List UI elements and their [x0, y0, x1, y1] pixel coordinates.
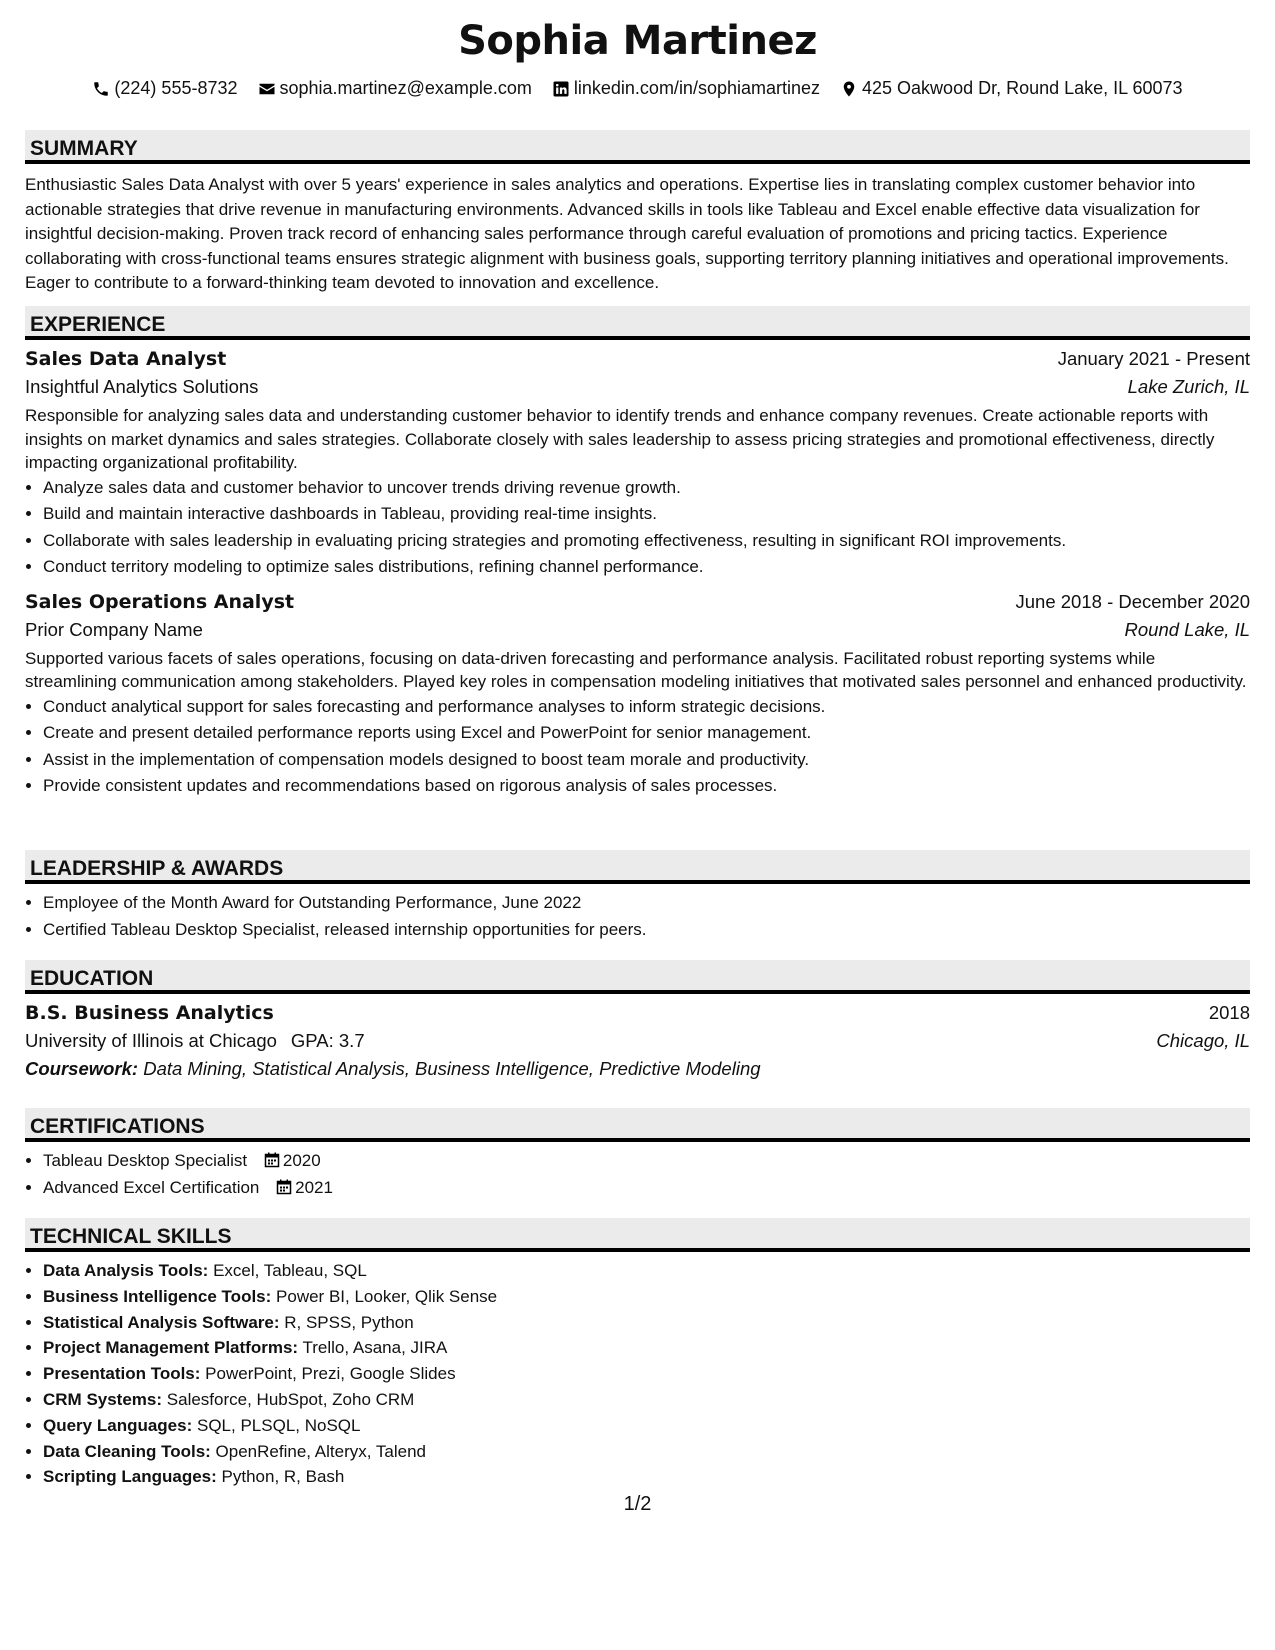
list-item — [43, 1387, 1250, 1413]
school-row — [25, 1030, 1250, 1052]
summary-section — [25, 130, 1250, 296]
contact-address — [840, 78, 1183, 99]
graduation-year: 2018 — [1208, 1002, 1250, 1023]
list-item: • Collaborate with sales leadership in evaluating pricing strategies and promoting effectiveness, resulting in significant ROI improvements. — [43, 528, 1250, 555]
certifications-list — [25, 1148, 1250, 1201]
skill-label: Statistical Analysis Software: — [43, 1312, 280, 1332]
job-company-row — [25, 376, 1250, 398]
gpa: GPA: 3.7 — [290, 1030, 365, 1051]
job-entry — [25, 348, 1250, 581]
coursework-text: Data Mining, Statistical Analysis, Business Intelligence, Predictive Modeling — [143, 1058, 761, 1079]
email-text: sophia.martinez@example.com — [279, 78, 532, 98]
envelope-icon — [258, 80, 276, 98]
skill-value: Python, R, Bash — [221, 1467, 345, 1487]
list-item — [43, 1284, 1250, 1310]
skills-section — [25, 1218, 1250, 1490]
skill-label: Data Analysis Tools: — [43, 1261, 209, 1280]
job-dates: June 2018 - December 2020 — [1015, 590, 1250, 612]
coursework-line — [25, 1058, 1250, 1080]
list-item — [43, 1310, 1250, 1336]
list-item — [43, 1464, 1250, 1490]
skill-value: SQL, PLSQL, NoSQL — [197, 1415, 361, 1435]
phone-text: (224) 555-8732 — [114, 78, 238, 98]
list-item — [43, 1439, 1250, 1465]
contact-phone[interactable] — [92, 78, 237, 99]
page-number: 1/2 — [623, 1493, 652, 1515]
certifications-section — [25, 1108, 1250, 1201]
awards-section — [25, 850, 1250, 943]
candidate-name: Sophia Martinez — [458, 18, 817, 64]
job-dates: January 2021 - Present — [1057, 348, 1250, 369]
skill-value: OpenRefine, Alteryx, Talend — [215, 1441, 426, 1461]
linkedin-icon — [552, 80, 570, 98]
list-item: • Assist in the implementation of compensation models designed to boost team morale and productivity. — [43, 747, 1250, 774]
certification-year: 2021 — [295, 1177, 333, 1197]
list-item — [43, 1175, 1250, 1202]
skills-list — [25, 1258, 1250, 1490]
job-header-row — [25, 348, 1250, 370]
school-location: Chicago, IL — [1156, 1030, 1250, 1051]
skill-label: Scripting Languages: — [43, 1467, 217, 1487]
job-description: Supported various facets of sales operations, focusing on data-driven forecasting and performance analysis. Facilitated robust reporting systems while streamlining communication among stakeholders. Played key roles in compensation modeling initiatives that motivated sales personnel and enhanced productivity. — [25, 648, 1247, 691]
list-item — [43, 1361, 1250, 1387]
job-company: Insightful Analytics Solutions — [25, 376, 259, 397]
list-item: • Provide consistent updates and recommendations based on rigorous analysis of sales processes. — [43, 773, 1250, 800]
job-location: Lake Zurich, IL — [1127, 376, 1250, 397]
section-heading-awards: LEADERSHIP & AWARDS — [25, 850, 1250, 884]
list-item: • Build and maintain interactive dashboards in Tableau, providing real-time insights. — [43, 501, 1250, 528]
contact-email[interactable] — [258, 78, 532, 99]
school-info — [25, 1030, 365, 1052]
list-item: • Conduct territory modeling to optimize sales distributions, refining channel performance. — [43, 554, 1250, 581]
job-title: Sales Data Analyst — [25, 348, 227, 370]
list-item — [43, 1148, 1250, 1175]
job-title: Sales Operations Analyst — [25, 590, 295, 613]
calendar-icon — [276, 1179, 292, 1195]
list-item — [43, 1335, 1250, 1361]
skill-label: CRM Systems: — [43, 1389, 163, 1409]
summary-text: Enthusiastic Sales Data Analyst with over 5 years' experience in sales analytics and operations. Expertise lies in translating complex customer behavior into actionable strategies that drive revenue in manufacturing environments. Advanced skills in tools like Tableau and Excel enable effective data visualization for insightful decision-making. Proven track record of enhancing sales performance through careful evaluation of promotions and pricing tactics. Experience collaborating with cross-functional teams ensures strategic alignment with business goals, supporting territory planning initiatives and operational improvements. Eager to contribute to a forward-thinking team devoted to innovation and excellence. — [25, 175, 1229, 293]
skill-label: Presentation Tools: — [43, 1364, 201, 1384]
job-company: Prior Company Name — [25, 618, 203, 640]
skill-value: PowerPoint, Prezi, Google Slides — [205, 1364, 456, 1384]
calendar-icon — [264, 1152, 280, 1168]
awards-list — [25, 890, 1250, 943]
job-entry — [25, 591, 1250, 800]
list-item — [43, 1258, 1250, 1284]
skill-value: Power BI, Looker, Qlik Sense — [276, 1286, 498, 1306]
section-heading-education: EDUCATION — [25, 960, 1250, 994]
certification-year: 2020 — [282, 1151, 321, 1170]
skill-label: Query Languages: — [43, 1415, 193, 1435]
job-header-row — [25, 591, 1250, 613]
list-item: • Employee of the Month Award for Outstanding Performance, June 2022 — [43, 890, 1250, 917]
linkedin-text: linkedin.com/in/sophiamartinez — [573, 78, 821, 98]
education-section — [25, 960, 1250, 1080]
section-heading-experience: EXPERIENCE — [25, 306, 1250, 340]
list-item — [43, 1413, 1250, 1439]
contact-linkedin[interactable] — [552, 78, 820, 99]
degree-title: B.S. Business Analytics — [25, 1002, 274, 1024]
list-item: • Certified Tableau Desktop Specialist, released internship opportunities for peers. — [43, 917, 1250, 944]
skill-label: Business Intelligence Tools: — [43, 1286, 272, 1306]
skill-value: Trello, Asana, JIRA — [302, 1338, 448, 1358]
section-heading-summary: SUMMARY — [25, 130, 1250, 164]
skill-value: R, SPSS, Python — [284, 1312, 414, 1332]
list-item: • Analyze sales data and customer behavior to uncover trends driving revenue growth. — [43, 475, 1250, 502]
coursework-label: Coursework: — [25, 1058, 139, 1079]
phone-icon — [92, 80, 110, 98]
list-item: • Create and present detailed performance reports using Excel and PowerPoint for senior management. — [43, 720, 1250, 747]
job-bullets — [25, 475, 1250, 581]
section-heading-skills: TECHNICAL SKILLS — [25, 1218, 1250, 1252]
skill-label: Data Cleaning Tools: — [43, 1441, 211, 1461]
job-bullets — [25, 694, 1250, 800]
section-heading-certifications: CERTIFICATIONS — [25, 1108, 1250, 1142]
contact-bar — [25, 78, 1250, 99]
school-name: University of Illinois at Chicago — [25, 1030, 277, 1051]
address-text: 425 Oakwood Dr, Round Lake, IL 60073 — [862, 78, 1183, 98]
degree-row — [25, 1002, 1250, 1024]
list-item: • Conduct analytical support for sales forecasting and performance analyses to inform strategic decisions. — [43, 694, 1250, 721]
experience-section — [25, 306, 1250, 800]
certification-name: Tableau Desktop Specialist — [43, 1151, 248, 1170]
skill-label: Project Management Platforms: — [43, 1338, 299, 1358]
job-location: Round Lake, IL — [1124, 618, 1250, 640]
certification-name: Advanced Excel Certification — [43, 1177, 260, 1197]
skill-value: Excel, Tableau, SQL — [213, 1261, 367, 1280]
map-pin-icon — [840, 80, 858, 98]
skill-value: Salesforce, HubSpot, Zoho CRM — [166, 1389, 415, 1409]
job-description: Responsible for analyzing sales data and understanding customer behavior to identify trends and enhance company revenues. Create actionable reports with insights on market dynamics and sales strategies. Collaborate closely with sales leadership to assess pricing strategies and promotional effectiveness, directly impacting organizational profitability. — [25, 406, 1215, 472]
job-company-row — [25, 619, 1250, 641]
